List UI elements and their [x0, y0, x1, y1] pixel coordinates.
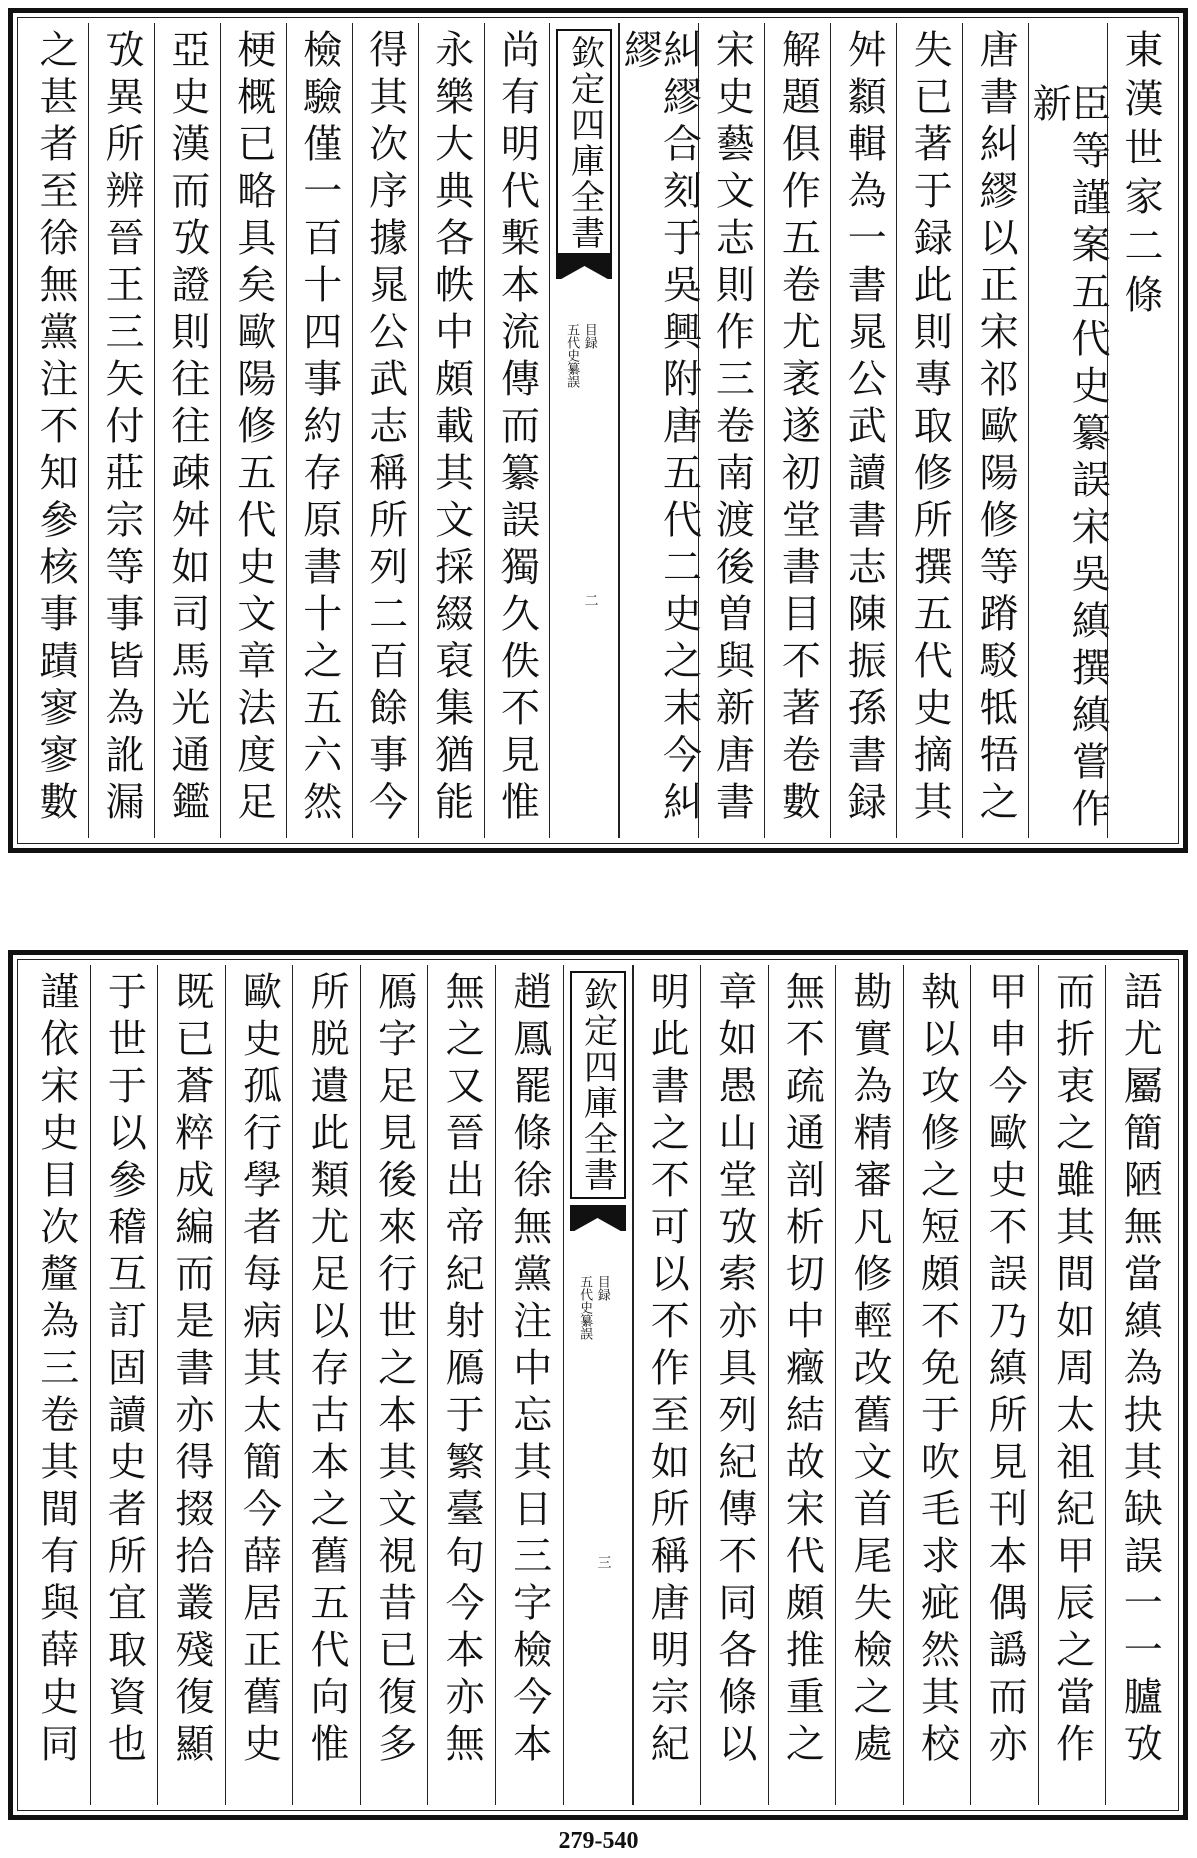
bottom-column-row — [23, 965, 1173, 1805]
text-column: 執以攻修之短頗不免于吹毛求疵然其校 — [903, 965, 971, 1805]
text-column: 尚有明代槧本流傳而纂誤獨久佚不見惟 — [484, 23, 550, 838]
bottom-page — [8, 950, 1188, 1820]
text-column: 宋史藝文志則作三卷南渡後曽與新唐書 — [698, 23, 764, 838]
book-title-box: 欽定四庫全書 — [570, 971, 626, 1199]
center-fold — [549, 23, 619, 838]
text-column: 甲申今歐史不誤乃縝所見刊本偶譌而亦 — [970, 965, 1038, 1805]
text-column: 既已蒼粹成編而是書亦得掇拾叢殘復顯 — [157, 965, 225, 1805]
top-page — [8, 8, 1188, 853]
fishtail-mark — [570, 1205, 626, 1231]
text-column: 糾繆合刻于吳興附唐五代二史之末今糾繆 — [619, 23, 698, 838]
text-column: 章如愚山堂攷索亦具列紀傳不同各條以 — [700, 965, 768, 1805]
folio-number: 二 — [582, 593, 599, 607]
folio-number: 三 — [595, 1555, 612, 1569]
text-column-title: 東漢世家二條 — [1107, 23, 1173, 838]
section-label: 五代史纂誤 目録 — [577, 1275, 610, 1340]
text-column: 趙鳳罷條徐無黨注中忘其日三字檢今本 — [495, 965, 563, 1805]
text-column: 明此書之不可以不作至如所稱唐明宗紀 — [633, 965, 701, 1805]
text-column: 亞史漢而攷證則往往疎舛如司馬光通鑑 — [154, 23, 220, 838]
top-column-row — [23, 23, 1173, 838]
book-title-box: 欽定四庫全書 — [556, 29, 612, 257]
text-column: 于世于以參稽互訂固讀史者所宜取資也 — [90, 965, 158, 1805]
text-column: 永樂大典各帙中頗載其文採綴裒集猶能 — [418, 23, 484, 838]
text-column: 舛纇輯為一書晁公武讀書志陳振孫書録 — [830, 23, 896, 838]
page-number: 279-540 — [558, 1828, 639, 1854]
text-column: 得其次序據晁公武志稱所列二百餘事今 — [352, 23, 418, 838]
text-column: 攷異所辨晉王三矢付莊宗等事皆為訛漏 — [88, 23, 154, 838]
text-column: 之甚者至徐無黨注不知參核事蹟寥寥數 — [33, 29, 79, 828]
text-column: 解題俱作五卷尤袤遂初堂書目不著卷數 — [764, 23, 830, 838]
text-column: 唐書糾繆以正宋祁歐陽修等蹐駁牴牾之 — [962, 23, 1028, 838]
text-column: 語尤屬簡陋無當縝為抉其缺誤一一臚攷 — [1105, 965, 1173, 1805]
text-column: 歐史孤行學者每病其太簡今薛居正舊史 — [225, 965, 293, 1805]
text-column: 謹依宋史目次釐為三卷其間有與薛史同 — [33, 971, 79, 1770]
text-column: 鴈字足見後來行世之本其文視昔已復多 — [360, 965, 428, 1805]
text-column: 檢驗僅一百十四事約存原書十之五六然 — [286, 23, 352, 838]
text-column: 梗概已略具矣歐陽修五代史文章法度足 — [220, 23, 286, 838]
text-column: 所脱遺此類尤足以存古本之舊五代向惟 — [292, 965, 360, 1805]
center-fold — [563, 965, 633, 1805]
text-column: 勘實為精審凡修輕改舊文首尾失檢之處 — [835, 965, 903, 1805]
text-column: 而折衷之雖其間如周太祖紀甲辰之當作 — [1038, 965, 1106, 1805]
text-column: 無之又晉出帝紀射鴈于繁臺句今本亦無 — [427, 965, 495, 1805]
section-label: 五代史纂誤 目録 — [564, 323, 597, 388]
text-column: 無不疏通剖析切中癥結故宋代頗推重之 — [768, 965, 836, 1805]
fishtail-mark — [556, 253, 612, 279]
text-column: 失已著于録此則專取修所撰五代史摘其 — [896, 23, 962, 838]
text-column: 臣等謹案五代史纂誤宋吳縝撰縝嘗作新 — [1028, 23, 1107, 838]
